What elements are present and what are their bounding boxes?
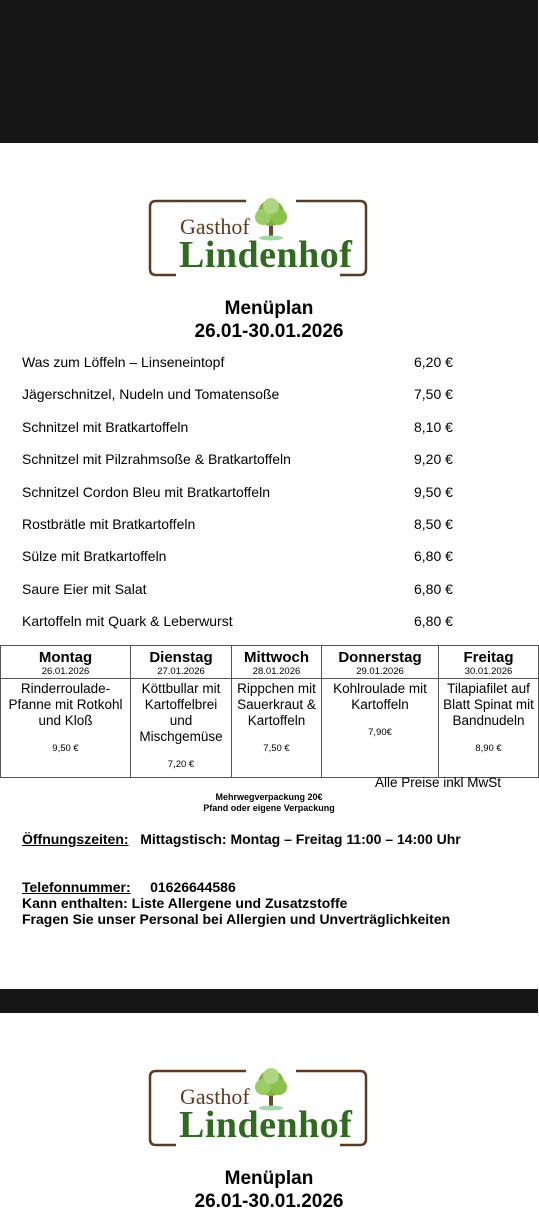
weekday-cell: [1, 646, 131, 679]
allergy-advice-line: Fragen Sie unser Personal bei Allergien und Unverträglichkeiten: [22, 911, 451, 927]
menu-item-list: [22, 354, 482, 646]
daily-dish-price: 7,90€: [368, 727, 392, 738]
menu-item-name: Saure Eier mit Salat: [22, 580, 147, 597]
menu-item: [22, 484, 482, 516]
menu-item: [22, 548, 482, 580]
daily-dish-cell: [322, 679, 439, 778]
menu-item-name: Was zum Löffeln – Linseneintopf: [22, 354, 225, 370]
separator-dark-band: [0, 989, 538, 1013]
deposit-note-line2: Pfand oder eigene Verpackung: [203, 803, 335, 813]
menu-item: [22, 613, 482, 645]
daily-dish-name: Tilapiafilet auf Blatt Spinat mit Bandnudeln: [443, 681, 534, 728]
daily-dish-price: 8,90 €: [475, 743, 502, 754]
daily-dish-name: Rinderroulade-Pfanne mit Rotkohl und Kloß: [8, 681, 123, 728]
weekday-date: 27.01.2026: [157, 666, 205, 677]
daily-dish-name: Rippchen mit Sauerkraut & Kartoffeln: [237, 681, 316, 728]
menu-item: [22, 451, 482, 483]
menu-date-range: 26.01-30.01.2026: [194, 321, 344, 342]
menu-title: Menüplan: [224, 1168, 314, 1189]
gasthof-logo: [146, 1067, 370, 1147]
daily-dish-cell: [1, 679, 131, 778]
daily-dish-price: 7,50 €: [263, 743, 290, 754]
weekday-header-row: [1, 646, 539, 679]
logo-word-gasthof: Gasthof: [180, 1084, 250, 1109]
daily-dish-cell: [232, 679, 322, 778]
menu-page-2: [0, 1013, 538, 1212]
weekday-date: 30.01.2026: [464, 666, 513, 677]
weekday-name: Montag: [38, 649, 93, 666]
menu-item-name: Jägerschnitzel, Nudeln und Tomatensoße: [22, 386, 280, 403]
menu-item-name: Sülze mit Bratkartoffeln: [22, 548, 167, 565]
weekday-cell: [322, 646, 439, 679]
phone-line: [22, 879, 236, 895]
menu-item-price: 6,80 €: [414, 548, 453, 565]
weekday-cell: [131, 646, 232, 679]
menu-item-name: Kartoffeln mit Quark & Leberwurst: [22, 613, 233, 630]
daily-dish-name: Köttbullar mit Kartoffelbrei und Mischgemüse: [139, 681, 223, 744]
menu-item: [22, 516, 482, 548]
weekday-name: Donnerstag: [338, 649, 422, 666]
menu-title: Menüplan: [224, 298, 314, 319]
menu-item: [22, 581, 482, 613]
menu-item-name: Schnitzel mit Bratkartoffeln: [22, 418, 189, 435]
menu-item-price: 6,80 €: [414, 580, 453, 597]
prices-vat-note: Alle Preise inkl MwSt: [375, 775, 502, 790]
opening-hours-line: [22, 831, 461, 847]
logo-word-lindenhof: Lindenhof: [179, 234, 353, 276]
phone-number[interactable]: 01626644586: [150, 879, 236, 895]
menu-item: [22, 354, 482, 386]
weekday-name: Freitag: [463, 649, 514, 666]
weekday-name: Mittwoch: [244, 649, 309, 666]
weekday-cell: [439, 646, 539, 679]
menu-item-price: 8,50 €: [414, 515, 453, 532]
gasthof-logo: [146, 197, 370, 277]
weekday-date: 28.01.2026: [252, 666, 301, 677]
menu-date-range: 26.01-30.01.2026: [194, 1191, 344, 1212]
menu-item-price: 9,50 €: [414, 483, 453, 500]
menu-item-name: Rostbrätle mit Bratkartoffeln: [22, 515, 196, 532]
opening-hours-text: Mittagstisch: Montag – Freitag 11:00 – 14:00 Uhr: [140, 831, 461, 847]
logo-word-lindenhof: Lindenhof: [179, 1104, 353, 1146]
deposit-note-line1: Mehrwegverpackung 20€: [215, 792, 323, 802]
phone-label: Telefonnummer:: [22, 879, 131, 895]
menu-item-price: 9,20 €: [414, 451, 453, 468]
weekday-date: 26.01.2026: [41, 666, 90, 677]
logo-word-gasthof: Gasthof: [180, 214, 250, 239]
allergens-line: Kann enthalten: Liste Allergene und Zusatzstoffe: [22, 895, 348, 911]
daily-dish-price: 9,50 €: [52, 743, 79, 754]
opening-hours-label: Öffnungszeiten:: [22, 831, 129, 847]
menu-item-price: 6,80 €: [414, 613, 453, 630]
menu-page: [0, 143, 538, 989]
weekday-date: 29.01.2026: [356, 666, 404, 677]
top-dark-band: [0, 0, 538, 143]
menu-item-name: Schnitzel Cordon Bleu mit Bratkartoffeln: [22, 483, 270, 500]
menu-item-price: 8,10 €: [414, 418, 453, 435]
daily-dish-price: 7,20 €: [167, 759, 195, 770]
daily-dish-name: Kohlroulade mit Kartoffeln: [333, 681, 427, 712]
weekday-name: Dienstag: [149, 649, 213, 666]
menu-item-name: Schnitzel mit Pilzrahmsoße & Bratkartoffeln: [22, 451, 291, 468]
daily-dish-cell: [439, 679, 539, 778]
daily-dish-cell: [131, 679, 232, 778]
menu-item-price: 6,20 €: [414, 354, 453, 370]
menu-item: [22, 386, 482, 418]
weekly-specials-table: [0, 645, 539, 778]
menu-item: [22, 419, 482, 451]
daily-dish-row: [1, 679, 539, 778]
weekday-cell: [232, 646, 322, 679]
menu-item-price: 7,50 €: [414, 386, 453, 403]
